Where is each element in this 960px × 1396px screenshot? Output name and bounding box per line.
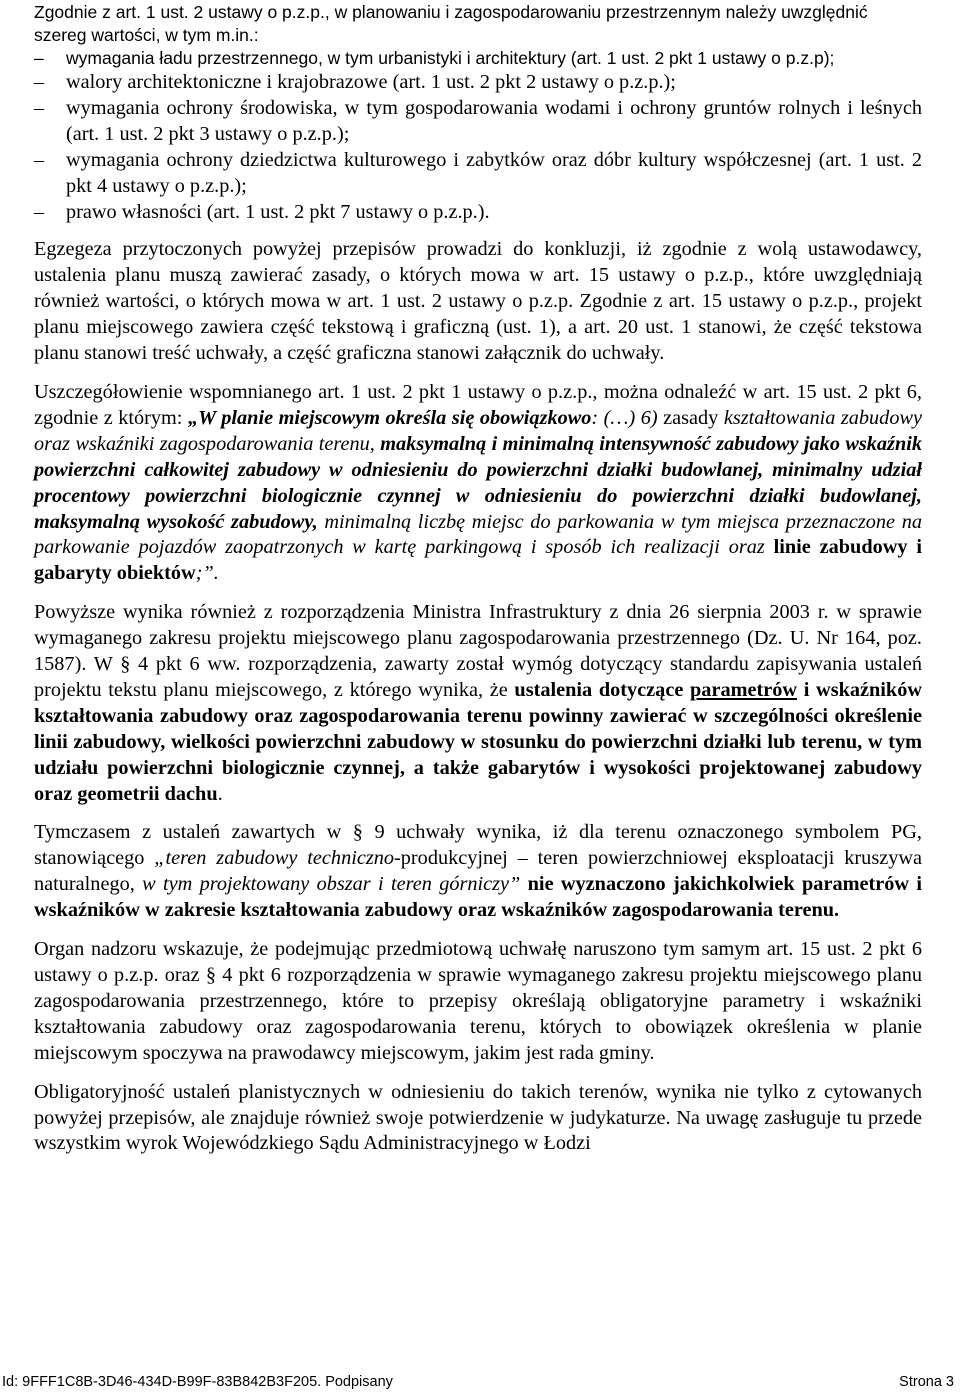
text-run: maksymalną i minimalną intensywność zabudowy jako wskaźnik powierzchni całkowitej zabudowy w odniesieniu do powierzchni działki budowlanej, minimalny udział procentowy powierzchni biologicznie czynnej w odniesieniu do powierzchni działki budowlanej, maksymalną wysokość zabudowy, [34, 432, 922, 533]
list-item: – wymagania ochrony dziedzictwa kulturowego i zabytków oraz dóbr kultury współczesnej (art. 1 ust. 2 pkt 4 ustawy o p.z.p.); [34, 148, 922, 200]
text-run: linie zabudowy i gabaryty obiektów [34, 536, 922, 585]
text-run: w tym projektowany obszar i teren górniczy” [142, 873, 521, 896]
list-item: – wymagania ładu przestrzennego, w tym urbanistyki i architektury (art. 1 ust. 2 pkt 1 ustawy o p.z.p); [34, 47, 922, 70]
list-item: – walory architektoniczne i krajobrazowe (art. 1 ust. 2 pkt 2 ustawy o p.z.p.); [34, 70, 922, 96]
paragraph-obligatoryjnosc: Obligatoryjność ustaleń planistycznych w odniesieniu do takich terenów, wynika nie tylko z cytowanych powyżej przepisów, ale znajduje również swoje potwierdzenie w judykaturze. Na uwagę zasługuje tu przede wszystkim wyrok Wojewódzkiego Sądu Administracyjnego w Łodzi [34, 1080, 922, 1155]
text-run: produkcyjnej – teren powierzchniowej eksploatacji kruszywa naturalnego, [34, 847, 923, 896]
text-run: „W planie miejscowym określa się obowiązkowo [187, 406, 592, 429]
text-run: : (…) 6) [591, 406, 664, 429]
intro-paragraph: Zgodnie z art. 1 ust. 2 ustawy o p.z.p., w planowaniu i zagospodarowaniu przestrzennym należy uwzględnić szereg wartości, w tym m.in.: [34, 2, 868, 45]
list-item: – prawo własności (art. 1 ust. 2 pkt 7 ustawy o p.z.p.). [34, 200, 922, 226]
text-run: nie wyznaczono jakichkolwiek parametrów i wskaźników w zakresie kształtowania zabudowy oraz wskaźników zagospodarowania terenu. [34, 873, 922, 922]
paragraph-organ-nadzoru: Organ nadzoru wskazuje, że podejmując przedmiotową uchwałę naruszono tym samym art. 15 ust. 2 pkt 6 ustawy o p.z.p. oraz § 4 pkt 6 rozporządzenia w sprawie wymaganego zakresu projektu miejscowego planu zagospodarowania przestrzennego, które to przepisy określają obligatoryjne parametry i wskaźniki kształtowania zabudowy oraz zagospodarowania terenu, których to obowiązek określenia w planie miejscowym spoczywa na prawodawcy miejscowym, jakim jest rada gminy. [34, 938, 922, 1064]
paragraph-rozporzadzenie [34, 600, 922, 807]
document-page [34, 0, 922, 1170]
text-run: ustalenia dotyczące [514, 678, 691, 701]
text-run: ;”. [195, 562, 219, 585]
text-run: Tymczasem z ustaleń zawartych w § 9 uchwały wynika, iż dla terenu oznaczonego symbolem PG, stanowiącego [34, 821, 922, 870]
text-run: minimalną liczbę miejsc do parkowania w tym miejsca przeznaczone na parkowanie pojazdów zaopatrzonych w kartę parkingową i sposób ich realizacji oraz [34, 510, 922, 559]
paragraph-uszczegolowienie [34, 380, 922, 587]
text-run: . [217, 782, 223, 805]
paragraph-egzegeza: Egzegeza przytoczonych powyżej przepisów prowadzi do konkluzji, iż zgodnie z wolą ustawodawcy, ustalenia planu muszą zawierać zasady, o których mowa w art. 15 ustawy o p.z.p., które uwzględniają również wartości, o których mowa w art. 1 ust. 2 ustawy o p.z.p. Zgodnie z art. 15 ustawy o p.z.p., projekt planu miejscowego zawiera część tekstową i graficzną (ust. 1), a art. 20 ust. 1 stanowi, że część tekstowa planu stanowi treść uchwały, a część graficzna stanowi załącznik do uchwały. [34, 238, 922, 365]
list-item: – wymagania ochrony środowiska, w tym gospodarowania wodami i ochrony gruntów rolnych i leśnych (art. 1 ust. 2 pkt 3 ustawy o p.z.p.); [34, 96, 922, 148]
text-run: Powyższe wynika również z rozporządzenia Ministra Infrastruktury z dnia 26 sierpnia 2003 r. w sprawie wymaganego zakresu projektu miejscowego planu zagospodarowania przestrzennego (Dz. U. Nr 164, poz. 1587). W § 4 pkt 6 ww. rozporządzenia, zawarty został wymóg dotyczący standardu zapisywania ustaleń projektu tekstu planu miejscowego, z którego wynika, że [34, 601, 922, 701]
text-run: Uszczegółowienie wspomnianego art. 1 ust. 2 pkt 1 ustawy o p.z.p., można odnaleźć w art. 15 ust. 2 pkt 6, zgodnie z którym: [34, 380, 922, 429]
page-footer [0, 1374, 954, 1390]
text-run [520, 873, 527, 895]
underlined-term: parametrów [690, 678, 798, 701]
text-run: „teren zabudowy techniczno- [154, 847, 401, 870]
text-run: zasady [663, 406, 724, 429]
text-run: kształtowania zabudowy oraz wskaźniki zagospodarowania terenu, [34, 406, 922, 455]
paragraph-tymczasem [34, 820, 922, 924]
text-run: i wskaźników kształtowania zabudowy oraz zagospodarowania terenu powinny zawierać w szczególności określenie linii zabudowy, wielkości powierzchni zabudowy w stosunku do powierzchni działki lub terenu, w tym udziału powierzchni biologicznie czynnej, a także gabarytów i wysokości projektowanej zabudowy oraz geometrii dachu [34, 678, 922, 805]
page-number: Strona 3 [899, 1374, 954, 1390]
document-id: Id: 9FFF1C8B-3D46-434D-B99F-83B842B3F205. Podpisany [2, 1374, 393, 1390]
values-list [34, 47, 922, 225]
